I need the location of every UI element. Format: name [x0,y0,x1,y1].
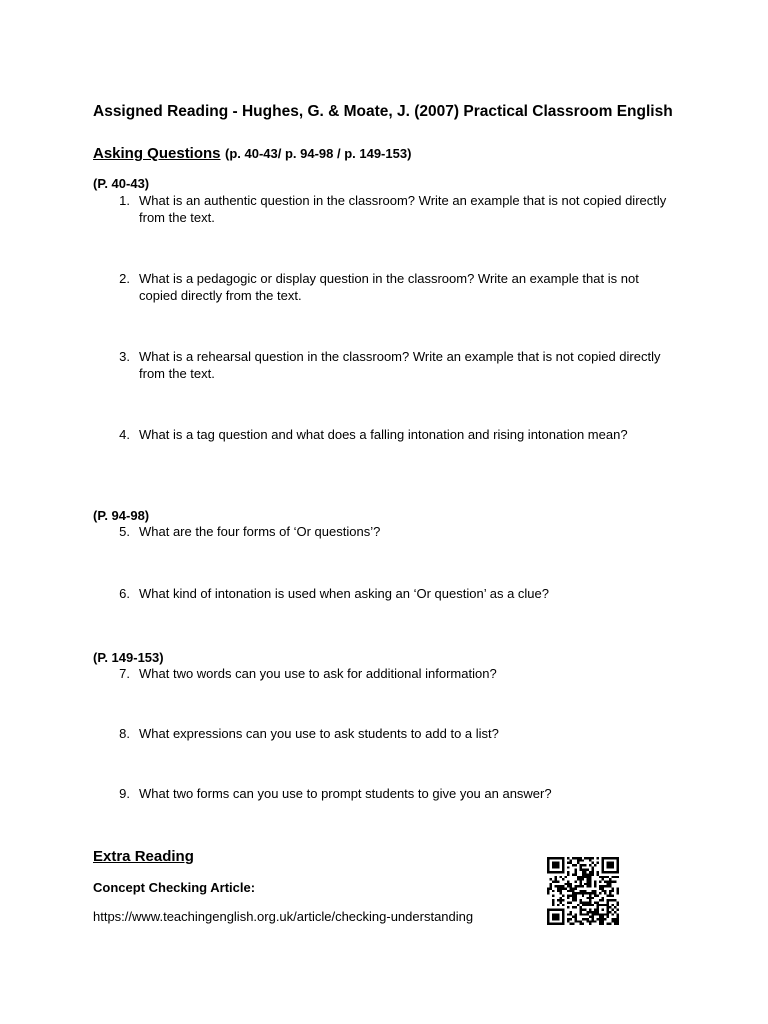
question-item [114,586,674,603]
question-number: 1. [119,193,130,208]
asking-questions-title: Asking Questions [93,145,221,162]
question-text: What is a tag question and what does a falling intonation and rising intonation mean? [139,427,628,442]
group-label-p40-43: (P. 40-43) [93,176,150,191]
question-text: What two forms can you use to prompt students to give you an answer? [139,786,552,801]
asking-questions-heading [93,145,411,163]
question-item [114,786,674,803]
article-label: Concept Checking Article: [93,880,256,895]
question-text: What is a rehearsal question in the classroom? Write an example that is not copied directly from the text. [139,349,661,381]
document-title: Assigned Reading - Hughes, G. & Moate, J. (2007) Practical Classroom English [93,103,673,120]
question-number: 2. [119,271,130,286]
question-number: 7. [119,666,130,681]
question-number: 4. [119,427,130,442]
question-text: What kind of intonation is used when asking an ‘Or question’ as a clue? [139,586,549,601]
question-number: 5. [119,524,130,539]
question-item [114,271,674,304]
question-text: What is a pedagogic or display question in the classroom? Write an example that is not copied directly from the text. [139,271,639,303]
question-number: 6. [119,586,130,601]
question-item [114,193,674,226]
question-text: What is an authentic question in the classroom? Write an example that is not copied directly from the text. [139,193,667,225]
article-url-link[interactable]: https://www.teachingenglish.org.uk/article/checking-understanding [93,909,474,924]
question-item [114,524,674,541]
question-number: 8. [119,726,130,741]
question-item [114,349,674,382]
question-item [114,726,674,743]
qr-code-icon [547,857,619,925]
group-label-p149-153: (P. 149-153) [93,650,164,665]
question-item [114,666,674,683]
extra-reading-title: Extra Reading [93,848,194,865]
question-number: 3. [119,349,130,364]
question-number: 9. [119,786,130,801]
question-text: What two words can you use to ask for additional information? [139,666,497,681]
asking-questions-pages: (p. 40-43/ p. 94-98 / p. 149-153) [224,146,412,161]
question-text: What are the four forms of ‘Or questions’? [139,524,381,539]
extra-reading-heading [93,848,194,866]
group-label-p94-98: (P. 94-98) [93,508,150,523]
question-text: What expressions can you use to ask students to add to a list? [139,726,499,741]
question-item [114,427,674,444]
